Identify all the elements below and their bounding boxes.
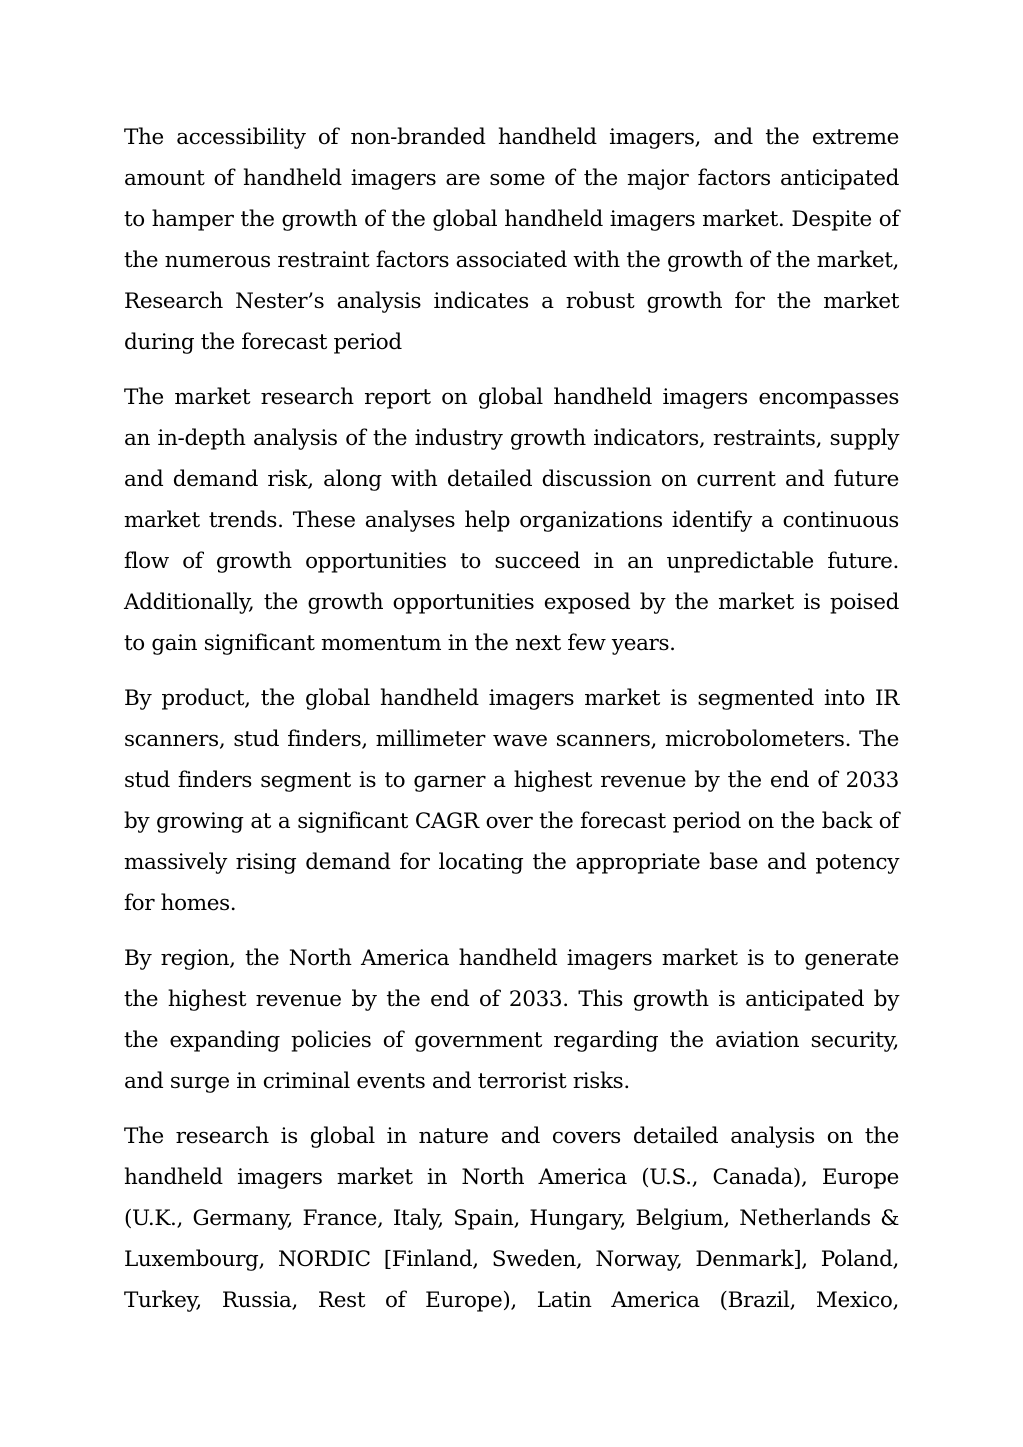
document-body [124, 117, 899, 1335]
paragraph-product-segment: By product, the global handheld imagers market is segmented into IR scanners, stud finders, millimeter wave scanners, microbolometers. The stud finders segment is to garner a highest revenue by the end of 2033 by growing at a significant CAGR over the forecast period on the back of massively rising demand for locating the appropriate base and potency for homes. [124, 686, 899, 916]
paragraph-region: By region, the North America handheld imagers market is to generate the highest revenue by the end of 2033. This growth is anticipated by the expanding policies of government regarding the aviation security, and surge in criminal events and terrorist risks. [124, 946, 899, 1094]
paragraph-report-scope: The market research report on global handheld imagers encompasses an in-depth analysis of the industry growth indicators, restraints, supply and demand risk, along with detailed discussion on current and future market trends. These analyses help organizations identify a continuous flow of growth opportunities to succeed in an unpredictable future. Additionally, the growth opportunities exposed by the market is poised to gain significant momentum in the next few years. [124, 385, 899, 656]
paragraph-global-coverage: The research is global in nature and covers detailed analysis on the handheld imagers market in North America (U.S., Canada), Europe (U.K., Germany, France, Italy, Spain, Hungary, Belgium, Netherlands & Luxembourg, NORDIC [Finland, Sweden, Norway, Denmark], Poland, Turkey, Russia, Rest of Europe), Latin America (Brazil, Mexico, [124, 1124, 899, 1313]
paragraph-restraints: The accessibility of non-branded handheld imagers, and the extreme amount of handheld imagers are some of the major factors anticipated to hamper the growth of the global handheld imagers market. Despite of the numerous restraint factors associated with the growth of the market, Research Nester’s analysis indicates a robust growth for the market during the forecast period [124, 125, 899, 355]
